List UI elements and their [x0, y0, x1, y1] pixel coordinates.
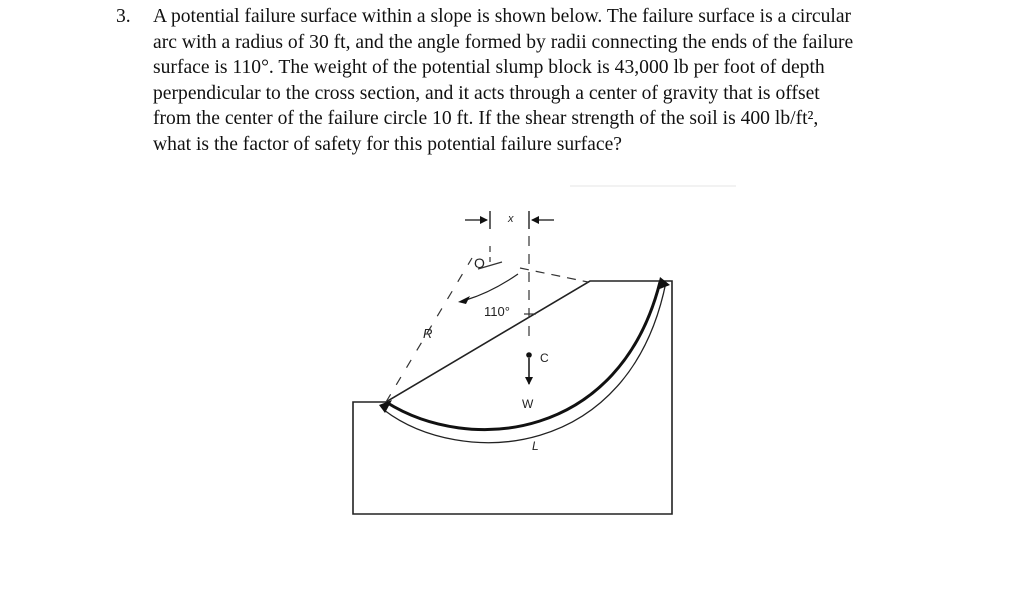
label-x: x: [508, 213, 514, 225]
problem-line: from the center of the failure circle 10 ft. If the shear strength of the soil is 400 lb/ft²,: [153, 108, 819, 129]
problem-line: perpendicular to the cross section, and it acts through a center of gravity that is offset: [153, 82, 820, 104]
center-of-gravity-dot: [526, 352, 532, 358]
label-r: R: [423, 326, 433, 341]
label-angle: 110°: [484, 304, 510, 319]
label-o: O: [474, 255, 485, 271]
label-c: C: [540, 351, 549, 365]
problem-line: A potential failure surface within a slope is shown below. The failure surface is a circular: [153, 6, 852, 27]
problem-line: what is the factor of safety for this potential failure surface?: [153, 133, 622, 155]
problem-number: 3.: [116, 6, 131, 27]
top-dashed-line: [520, 268, 588, 282]
angle-arc-arrow: [458, 296, 470, 304]
arc-end-arrow-right: [657, 277, 670, 290]
problem-line: surface is 110°. The weight of the potential slump block is 43,000 lb per foot of depth: [153, 57, 825, 78]
label-l: L: [532, 439, 539, 453]
problem-line: arc with a radius of 30 ft, and the angle formed by radii connecting the ends of the failure: [153, 31, 854, 53]
angle-arc: [466, 274, 518, 300]
slope-outline: [353, 281, 672, 514]
label-w: W: [522, 397, 534, 411]
